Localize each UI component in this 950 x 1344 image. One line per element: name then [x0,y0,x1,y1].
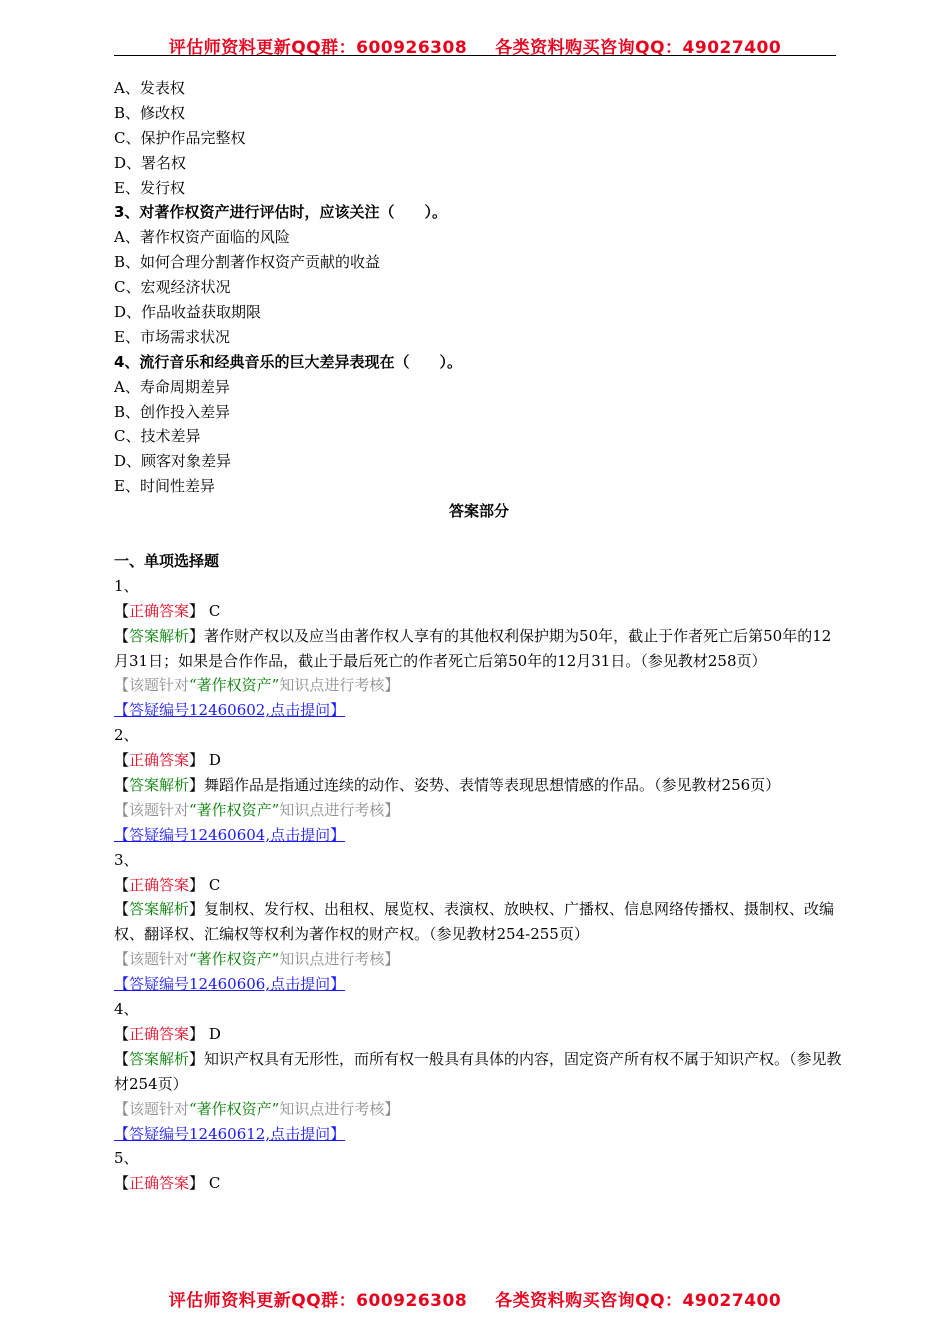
answer-item-1 [114,574,844,723]
option-c: C、保护作品完整权 [114,128,246,147]
correct-answer-label: 正确答案 [129,601,190,620]
answer-item-5 [114,1146,844,1196]
question-stem: 3、对著作权资产进行评估时，应该关注（ ）。 [114,203,447,222]
ask-question-link[interactable]: 【答疑编号12460602,点击提问】 [114,701,346,720]
option-d: D、顾客对象差异 [114,452,232,471]
correct-answer-label: 正确答案 [129,1024,190,1043]
option-b: B、创作投入差异 [114,402,231,421]
option-c: C、宏观经济状况 [114,278,231,297]
option-d: D、作品收益获取期限 [114,303,262,322]
item-number: 5、 [114,1149,139,1168]
section-title: 一、单项选择题 [114,551,220,570]
correct-answer-value: C [204,1174,221,1193]
analysis-label: 答案解析 [129,775,190,794]
option-c: C、技术差异 [114,427,201,446]
item-number: 2、 [114,726,139,745]
topic-note: 【该题针对“著作权资产”知识点进行考核】 [114,950,400,969]
option-e: E、时间性差异 [114,477,215,496]
correct-answer-value: D [204,751,221,770]
correct-answer: 【正确答案】 C [114,875,221,894]
analysis-text: 舞蹈作品是指通过连续的动作、姿势、表情等表现思想情感的作品。（参见教材256页） [204,775,781,794]
ask-question-link[interactable]: 【答疑编号12460604,点击提问】 [114,825,346,844]
footer-banner [0,1286,950,1311]
banner-qq-purchase: 各类资料购买咨询QQ：49027400 [495,1291,782,1311]
ask-question-link[interactable]: 【答疑编号12460606,点击提问】 [114,975,346,994]
correct-answer-value: C [204,875,221,894]
option-a: A、发表权 [114,79,185,97]
answer-item-2 [114,723,844,847]
topic-note: 【该题针对“著作权资产”知识点进行考核】 [114,1099,400,1118]
question-stem: 4、流行音乐和经典音乐的巨大差异表现在（ ）。 [114,352,462,371]
document-body [114,76,844,1196]
correct-answer: 【正确答案】 C [114,601,221,620]
answer-item-4 [114,997,844,1146]
option-a: A、寿命周期差异 [114,377,230,396]
option-b: B、修改权 [114,103,186,122]
item-number: 1、 [114,576,139,595]
analysis-label: 答案解析 [129,626,190,645]
option-e: E、市场需求状况 [114,327,230,346]
answer-analysis: 【答案解析】著作财产权以及应当由著作权人享有的其他权利保护期为50年，截止于作者死亡后第50年的12月31日；如果是合作作品，截止于最后死亡的作者死亡后第50年的12月31日。（参见教材258页） [114,626,832,670]
option-b: B、如何合理分割著作权资产贡献的收益 [114,253,381,272]
q2-options [114,76,844,200]
analysis-text: 复制权、发行权、出租权、展览权、表演权、放映权、广播权、信息网络传播权、摄制权、改编权、翻译权、汇编权等权利为著作权的财产权。（参见教材254-255页） [114,900,835,944]
correct-answer-value: D [204,1024,221,1043]
correct-answer: 【正确答案】 D [114,751,221,770]
ask-question-link[interactable]: 【答疑编号12460612,点击提问】 [114,1124,346,1143]
answer-analysis: 【答案解析】复制权、发行权、出租权、展览权、表演权、放映权、广播权、信息网络传播权、摄制权、改编权、翻译权、汇编权等权利为著作权的财产权。（参见教材254-255页） [114,900,835,944]
analysis-text: 知识产权具有无形性，而所有权一般具有具体的内容，固定资产所有权不属于知识产权。（参见教材254页） [114,1049,842,1093]
option-d: D、署名权 [114,153,187,172]
banner-qq-group: 评估师资料更新QQ群：600926308 [168,1291,468,1311]
answer-item-3 [114,848,844,997]
topic-note: 【该题针对“著作权资产”知识点进行考核】 [114,800,400,819]
correct-answer-value: C [204,601,221,620]
item-number: 3、 [114,850,139,869]
analysis-label: 答案解析 [129,1049,190,1068]
analysis-label: 答案解析 [129,900,190,919]
question-4 [114,350,844,499]
banner-qq-purchase: 各类资料购买咨询QQ：49027400 [495,38,782,58]
item-number: 4、 [114,1000,139,1019]
topic-note: 【该题针对“著作权资产”知识点进行考核】 [114,676,400,695]
option-a: A、著作权资产面临的风险 [114,228,290,247]
question-3 [114,200,844,349]
analysis-text: 著作财产权以及应当由著作权人享有的其他权利保护期为50年，截止于作者死亡后第50年的12月31日；如果是合作作品，截止于最后死亡的作者死亡后第50年的12月31日。（参见教材258页） [114,626,832,670]
answer-analysis: 【答案解析】知识产权具有无形性，而所有权一般具有具体的内容，固定资产所有权不属于知识产权。（参见教材254页） [114,1049,842,1093]
answer-analysis: 【答案解析】舞蹈作品是指通过连续的动作、姿势、表情等表现思想情感的作品。（参见教材256页） [114,775,781,794]
correct-answer-label: 正确答案 [129,751,190,770]
correct-answer-label: 正确答案 [129,1174,190,1193]
correct-answer: 【正确答案】 C [114,1174,221,1193]
option-e: E、发行权 [114,178,185,197]
correct-answer: 【正确答案】 D [114,1024,221,1043]
banner-qq-group: 评估师资料更新QQ群：600926308 [168,38,468,58]
correct-answer-label: 正确答案 [129,875,190,894]
answers-heading: 答案部分 [448,502,509,521]
header-divider [114,55,836,56]
